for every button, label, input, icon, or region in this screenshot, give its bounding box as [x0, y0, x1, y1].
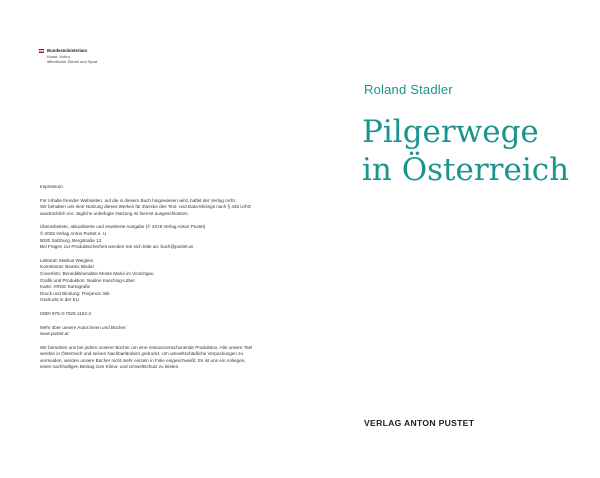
credit-line: Coverfoto: Benediktinerabtei Monte Maria im Vinschgau: [40, 270, 154, 276]
copyright-line: © 2025 Verlag Anton Pustet e. U.: [40, 230, 108, 236]
imprint-line: Bei Fragen zur Produktsicherheit wenden Sie sich bitte an: buch@pustet.at: [40, 244, 193, 250]
ministry-name: Bundesministerium: [47, 48, 88, 53]
credit-line: Grafik und Produktion: Nadine Kaschnig-Löbel: [40, 277, 135, 283]
imprint-line: Wir bemühen uns bei jedem unserer Bücher um eine ressourcenschonende Produktion. Alle unsere Titel: [40, 344, 253, 350]
book-title: [362, 113, 569, 189]
imprint-line: Wir behalten uns eine Nutzung dieses Werkes für Zwecke des Text- und Data-Minings nach § 44b UrhG: [40, 204, 252, 210]
credit-line: Druck und Bindung: Florjancic tisk: [40, 290, 110, 296]
title-page: [300, 0, 600, 478]
imprint-line: vermeiden, werden unsere Bücher nicht mehr einzeln in Folie eingeschweißt. Es ist uns ein Anliegen,: [40, 357, 246, 363]
imprint-line: einen nachhaltigen Beitrag zum Klima- und Umweltschutz zu leisten.: [40, 364, 180, 370]
imprint-heading: Impressum: [40, 184, 63, 189]
imprint-line: Für Inhalte fremder Webseiten, auf die in diesem Buch hingewiesen wird, haftet der Verlag nicht.: [40, 197, 237, 203]
author-name: Roland Stadler: [364, 82, 453, 97]
isbn: ISBN 978-3-7025-1152-4: [40, 310, 91, 316]
credit-line: Korrektorat: Beatrix Binder: [40, 264, 95, 270]
website-link[interactable]: www.pustet.at: [40, 331, 69, 337]
book-title-line: Pilgerwege: [362, 114, 539, 150]
book-title-line: in Österreich: [362, 152, 570, 188]
credit-line: Karte: ARGE Kartografie: [40, 284, 91, 290]
publisher-name: VERLAG ANTON PUSTET: [364, 418, 475, 428]
credit-line: Gedruckt in der EU: [40, 297, 80, 303]
imprint-line: Mehr über unsere Autor:innen und Bücher:: [40, 324, 127, 330]
ministry-department-line: öffentlicher Dienst und Sport: [47, 59, 98, 64]
imprint-line: ausdrücklich vor. Jegliche unbefugte Nutzung ist hiermit ausgeschlossen.: [40, 210, 189, 216]
ministry-emblem-icon: [39, 49, 44, 53]
imprint-block: [40, 184, 280, 371]
address-line: 5020 Salzburg, Bergstraße 12: [40, 237, 102, 243]
imprint-line: werden in Österreich und seinen Nachbarländern gedruckt. Um umweltschädliche Verpackungen zu: [40, 351, 244, 357]
imprint-line: Überarbeitete, aktualisierte und erweiterte Ausgabe (© 2019 Verlag Anton Pustet): [40, 224, 206, 230]
ministry-department-line: Kunst, Kultur,: [47, 54, 71, 59]
credit-line: Lektorat: Markus Weiglein: [40, 257, 94, 263]
